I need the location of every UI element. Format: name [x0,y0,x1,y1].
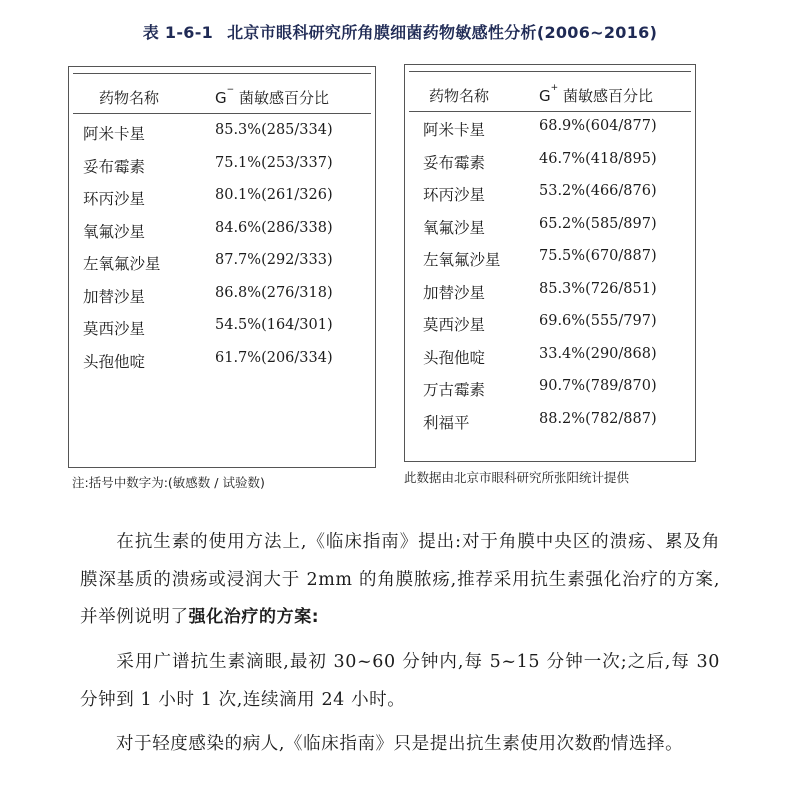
paragraph-mild-text: 对于轻度感染的病人,《临床指南》只是提出抗生素使用次数酌情选择。 [116,734,684,754]
sensitivity-cell: 84.6%(286/338) [215,219,333,236]
top-rule [73,73,371,74]
drug-name-cell: 妥布霉素 [83,157,146,176]
table-row [69,344,375,377]
table-row [69,149,375,182]
drug-name-cell: 加替沙星 [83,287,146,306]
sensitivity-cell: 68.9%(604/877) [539,118,657,134]
header-drug-name: 药物名称 [429,87,490,105]
table-row [69,181,375,214]
sensitivity-cell: 46.7%(418/895) [539,150,657,167]
table-note: 注:括号中数字为:(敏感数 / 试验数) [72,475,265,490]
paragraph-strategy [80,524,720,637]
drug-name-cell: 阿米卡星 [83,125,146,143]
header-rule [73,113,371,114]
paragraph-regimen-text: 采用广谱抗生素滴眼,最初 30~60 分钟内,每 5~15 分钟一次;之后,每 30 分钟到 1 小时 1 次,连续滴用 24 小时。 [80,652,720,710]
table-row [405,112,695,145]
table-title [0,20,800,43]
table-body [405,112,695,437]
paragraph-mild-infection [80,726,720,764]
drug-name-cell: 阿米卡星 [423,121,486,139]
drug-name-cell: 莫西沙星 [423,316,486,334]
drug-name-cell: 氧氟沙星 [423,218,486,237]
intensive-therapy-heading: 强化治疗的方案: [188,607,320,627]
table-row [69,246,375,279]
table-row [405,145,695,178]
drug-name-cell: 妥布霉素 [423,153,486,172]
table-row [405,275,695,308]
sensitivity-cell: 87.7%(292/333) [215,252,333,268]
drug-name-cell: 环丙沙星 [423,186,486,204]
table-row [69,116,375,149]
gram-positive-table [404,64,696,462]
table-caption: 北京市眼科研究所角膜细菌药物敏感性分析(2006~2016) [227,23,658,42]
header-sensitivity: G− 菌敏感百分比 [215,85,329,107]
drug-name-cell: 利福平 [423,413,470,432]
sensitivity-cell: 85.3%(285/334) [215,122,333,138]
drug-name-cell: 左氧氟沙星 [83,255,161,273]
sensitivity-cell: 86.8%(276/318) [215,284,333,301]
sensitivity-cell: 61.7%(206/334) [215,349,333,366]
sensitivity-cell: 75.1%(253/337) [215,154,333,171]
table-row [69,311,375,344]
table-row [405,340,695,373]
table-row [405,177,695,210]
table-header [405,73,695,115]
sensitivity-cell: 65.2%(585/897) [539,215,657,232]
table-row [69,279,375,312]
paragraph-strategy-text: 在抗生素的使用方法上,《临床指南》提出:对于角膜中央区的溃疡、累及角膜深基质的溃疡或浸润大于 2mm 的角膜脓疡,推荐采用抗生素强化治疗的方案,并举例说明了 [80,532,720,627]
sensitivity-cell: 85.3%(726/851) [539,280,657,297]
data-source-note: 此数据由北京市眼科研究所张阳统计提供 [404,470,630,485]
drug-name-cell: 头孢他啶 [423,348,486,367]
sensitivity-cell: 53.2%(466/876) [539,183,657,199]
table-header [69,75,375,117]
sensitivity-cell: 88.2%(782/887) [539,410,657,427]
sensitivity-cell: 69.6%(555/797) [539,313,657,329]
table-row [405,210,695,243]
paragraph-regimen [80,644,720,719]
table-row [405,242,695,275]
table-row [405,372,695,405]
drug-name-cell: 头孢他啶 [83,352,146,371]
table-row [405,405,695,438]
drug-name-cell: 万古霉素 [423,381,486,399]
sensitivity-cell: 33.4%(290/868) [539,345,657,362]
top-rule [409,71,691,72]
header-sensitivity: G+ 菌敏感百分比 [539,83,653,105]
drug-name-cell: 莫西沙星 [83,320,146,338]
table-row [69,214,375,247]
drug-name-cell: 左氧氟沙星 [423,251,501,269]
drug-name-cell: 加替沙星 [423,283,486,302]
sensitivity-cell: 75.5%(670/887) [539,248,657,264]
gram-negative-table [68,66,376,468]
header-drug-name: 药物名称 [99,89,160,107]
table-row [405,307,695,340]
sensitivity-cell: 54.5%(164/301) [215,317,333,333]
table-body [69,116,375,376]
table-number: 表 1-6-1 [142,23,214,42]
drug-name-cell: 氧氟沙星 [83,222,146,241]
drug-name-cell: 环丙沙星 [83,190,146,208]
sensitivity-cell: 80.1%(261/326) [215,187,333,203]
sensitivity-cell: 90.7%(789/870) [539,378,657,394]
